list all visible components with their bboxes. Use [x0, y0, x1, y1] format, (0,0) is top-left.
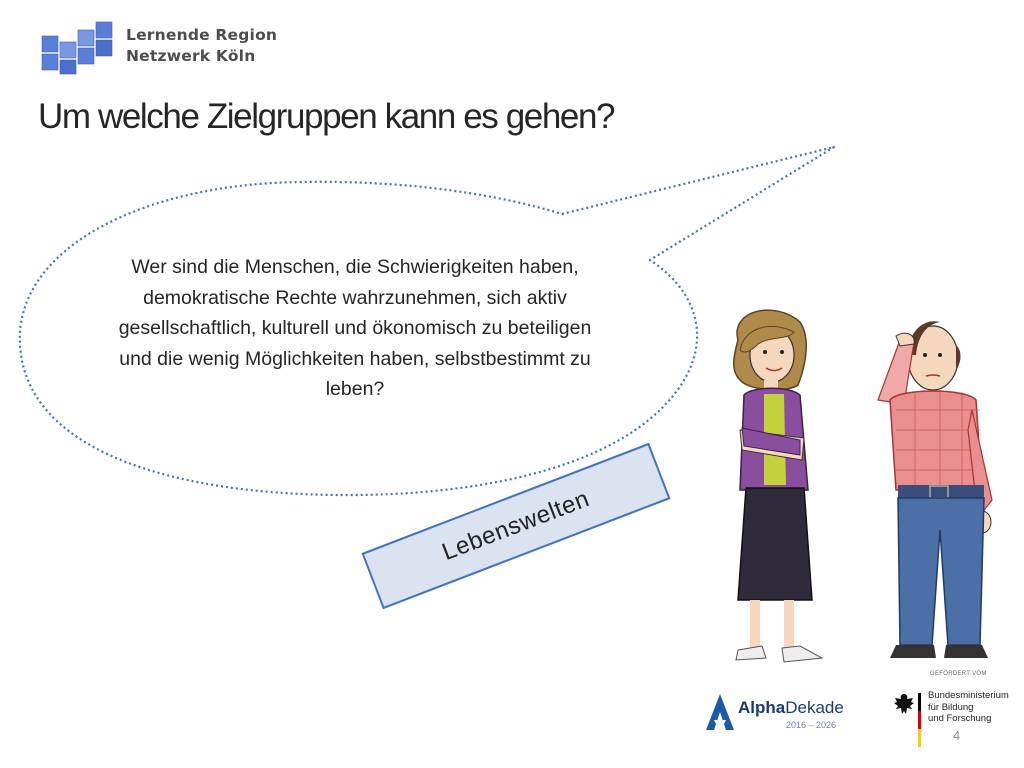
funded-by-label: GEFÖRDERT VOM [930, 671, 987, 677]
alphadekade-years: 2016 – 2026 [786, 720, 837, 730]
alphadekade-name: AlphaDekade [738, 698, 844, 717]
lebenswelten-tag-label: Lebenswelten [438, 485, 594, 566]
german-flag-stripe-icon [918, 693, 921, 747]
logo-line-2: Netzwerk Köln [126, 47, 256, 65]
slide-title: Um welche Zielgruppen kann es gehen? [38, 97, 615, 136]
people-illustration [700, 300, 1000, 675]
logo-wordmark [126, 25, 277, 67]
alpha-triangle-icon [704, 692, 736, 732]
man-figure [878, 321, 992, 658]
lernende-region-logo-icon [40, 20, 118, 78]
logo-line-1: Lernende Region [126, 26, 278, 44]
page-number: 4 [953, 728, 961, 743]
federal-eagle-icon [893, 692, 915, 716]
bmbf-name: Bundesministerium für Bildung und Forschung [928, 690, 1009, 724]
woman-figure [734, 310, 822, 662]
speech-bubble-question: Wer sind die Menschen, die Schwierigkeiten haben, demokratische Rechte wahrzunehmen, sich aktiv gesellschaftlich, kulturell und ökonomisch zu beteiligen und die wenig Möglichkeiten haben, selbstbestimmt zu leben? [118, 256, 592, 400]
alphadekade-logo [704, 692, 864, 736]
lebenswelten-tag [361, 443, 670, 609]
